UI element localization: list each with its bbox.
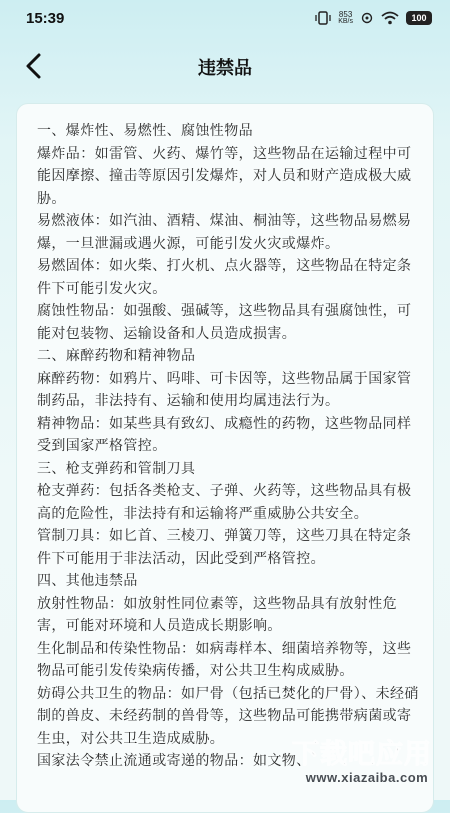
status-bar [0,0,450,36]
watermark-url: www.xiazaiba.com [305,770,429,785]
status-icons [315,11,432,25]
vibrate-icon [315,11,331,25]
nav-bar [0,42,450,90]
data-saver-icon [360,12,374,24]
content-card [16,103,434,813]
network-speed-unit: KB/s [338,18,353,25]
article-text: 一、爆炸性、易燃性、腐蚀性物品 爆炸品：如雷管、火药、爆竹等，这些物品在运输过程中可能因摩擦、撞击等原因引发爆炸，对人员和财产造成极大威胁。 易燃液体：如汽油、酒精、煤油、桐油等，这些物品易燃易爆，一旦泄漏或遇火源，可能引发火灾或爆炸。 易燃固体：如火柴、打火机、点火器等，这些物品在特定条件下可能引发火灾。 腐蚀性物品：如强酸、强碱等，这些物品具有强腐蚀性，可能对包装物、运输设备和人员造成损害。 二、麻醉药物和精神物品 麻醉药物：如鸦片、吗啡、可卡因等，这些物品属于国家管制药品，非法持有、运输和使用均属违法行为。 精神物品：如某些具有致幻、成瘾性的药物，这些物品同样受到国家严格管控。 三、枪支弹药和管制刀具 枪支弹药：包括各类枪支、子弹、火药等，这些物品具有极高的危险性，非法持有和运输将严重威胁公共安全。 管制刀具：如匕首、三棱刀、弹簧刀等，这些刀具在特定条件下可能用于非法活动，因此受到严格管控。 四、其他违禁品 放射性物品：如放射性同位素等，这些物品具有放射性危害，可能对环境和人员造成长期影响。 生化制品和传染性物品：如病毒样本、细菌培养物等，这些物品可能引发传染病传播，对公共卫生构成威胁。 妨碍公共卫生的物品：如尸骨（包括已焚化的尸骨）、未经硝制的兽皮、未经药制的兽骨等，这些物品可能携带病菌或寄生虫，对公共卫生造成威胁。 国家法令禁止流通或寄递的物品：如文物、 [37,123,419,769]
network-speed [338,11,353,25]
watermark-title: 下载吧应用 [292,739,432,769]
wifi-icon [381,11,399,25]
battery-indicator: 100 [406,11,432,25]
status-time: 15:39 [26,9,65,27]
network-speed-value: 853 [338,10,353,19]
page-title: 违禁品 [198,58,252,78]
